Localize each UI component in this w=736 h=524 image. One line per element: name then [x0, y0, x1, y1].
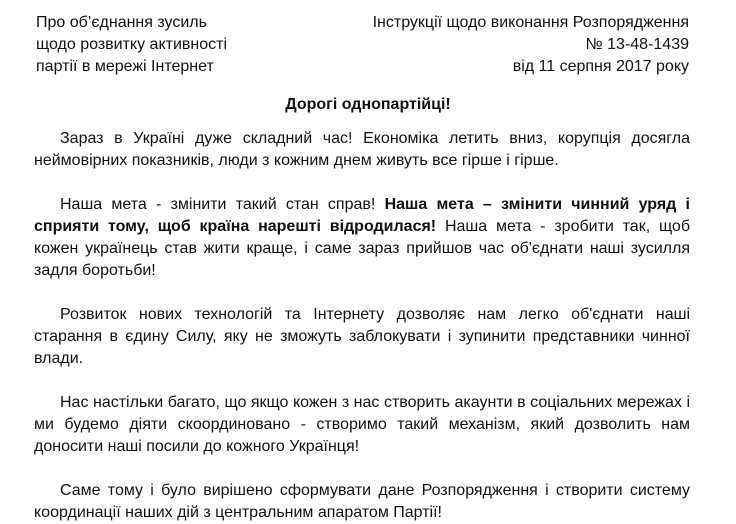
- paragraph-2-rest: Наша мета - зробити так, щоб кожен українець став жити краще, і саме зараз прийшов час об'єднати наші зусилля задля боротьби!: [34, 218, 690, 279]
- reference-date: від 11 серпня 2017 року: [512, 58, 689, 75]
- paragraph-2-emphasis: Наша мета – змінити чинний уряд і сприяти тому, щоб країна нарешті відродилася!: [34, 196, 690, 235]
- document-subject: [36, 12, 296, 78]
- reference-number: № 13-48-1439: [585, 36, 689, 53]
- reference-title: Інструкції щодо виконання Розпорядження: [372, 14, 689, 31]
- document-body: [34, 128, 690, 524]
- greeting-heading: Дорогі однопартійці!: [285, 96, 451, 113]
- subject-line-3: партії в мережі Інтернет: [36, 58, 214, 75]
- document-reference: [309, 12, 689, 78]
- subject-line-1: Про об’єднання зусиль: [36, 14, 207, 31]
- paragraph-5: Саме тому і було вирішено сформувати дане Розпорядження і створити систему координації наших дій з центральним апаратом Партії!: [34, 482, 690, 521]
- paragraph-2: [34, 194, 690, 282]
- paragraph-1: Зараз в Україні дуже складний час! Економіка летить вниз, корупція досягла неймовірних показників, люди з кожним днем живуть все гірше і гірше.: [34, 130, 690, 169]
- subject-line-2: щодо розвитку активності: [36, 36, 228, 53]
- paragraph-2-intro: Наша мета - змінити такий стан справ!: [60, 196, 385, 213]
- paragraph-3: Розвиток нових технологій та Інтернету дозволяє нам легко об'єднати наші старання в єдину Силу, яку не зможуть заблокувати і зупинити представники чинної влади.: [34, 306, 690, 367]
- paragraph-4: Нас настільки багато, що якщо кожен з нас створить акаунти в соціальних мережах і ми будемо діяти скоординовано - створимо такий механізм, який дозволить нам доносити наші посили до кожного Українця!: [34, 394, 690, 455]
